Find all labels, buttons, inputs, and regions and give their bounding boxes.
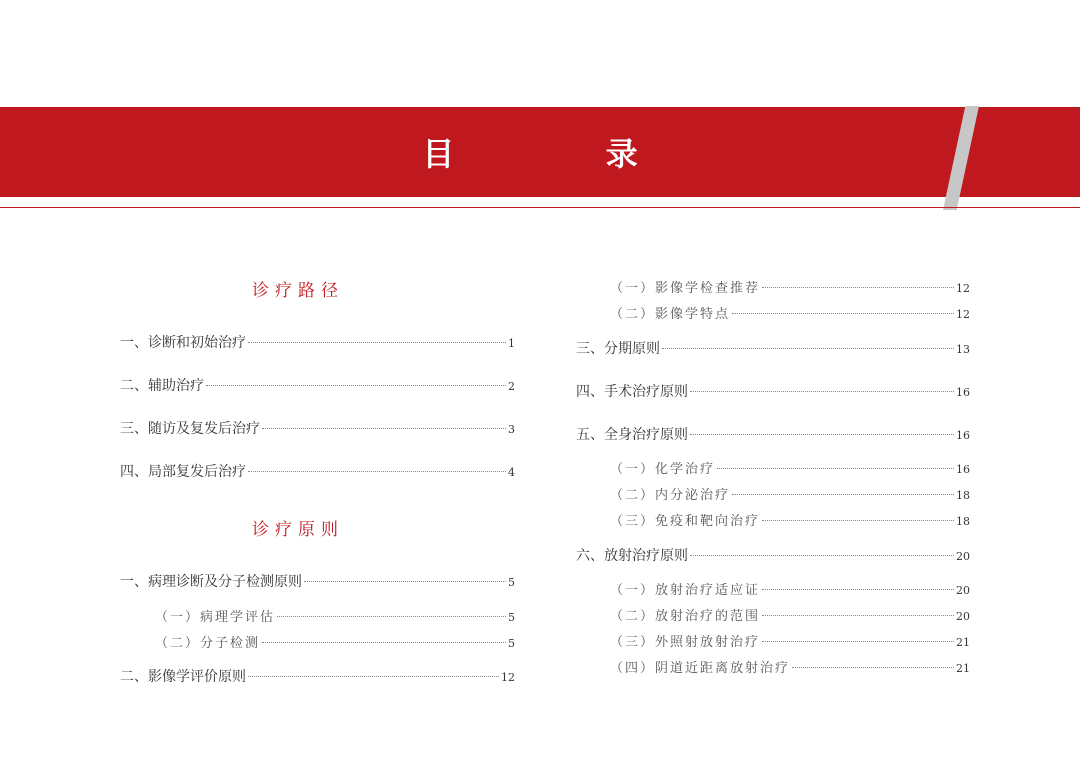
toc-entry-label: 四、局部复发后治疗: [120, 464, 246, 480]
dot-leader: [732, 493, 954, 495]
dot-leader: [762, 640, 954, 642]
toc-entry-label: 一、诊断和初始治疗: [120, 335, 246, 351]
dot-leader: [762, 286, 954, 288]
dot-leader: [690, 433, 954, 435]
toc-entry[interactable]: [120, 666, 515, 686]
toc-entry-label: 二、影像学评价原则: [120, 669, 246, 685]
toc-entry-page: 5: [508, 611, 515, 624]
toc-subentry[interactable]: [610, 579, 970, 598]
toc-entry-page: 4: [508, 466, 515, 479]
toc-entry-page: 16: [956, 386, 970, 399]
toc-entry-page: 2: [508, 380, 515, 393]
toc-entry-page: 12: [501, 671, 515, 684]
toc-entry-page: 21: [956, 636, 970, 649]
dot-leader: [762, 519, 954, 521]
dot-leader: [690, 554, 954, 556]
toc-entry[interactable]: [120, 571, 515, 591]
toc-entry-page: 13: [956, 343, 970, 356]
toc-entry[interactable]: [576, 545, 970, 565]
toc-entry-label: （一）化学治疗: [610, 462, 716, 477]
section-heading-pathway: 诊疗路径: [252, 281, 344, 301]
toc-entry[interactable]: [120, 375, 515, 395]
toc-entry-page: 18: [956, 489, 970, 502]
toc-entry-page: 5: [508, 637, 515, 650]
toc-subentry[interactable]: [610, 277, 970, 296]
toc-subentry[interactable]: [610, 510, 970, 529]
toc-entry-label: （三）免疫和靶向治疗: [610, 514, 761, 529]
toc-entry-page: 20: [956, 584, 970, 597]
dot-leader: [732, 312, 954, 314]
toc-entry-label: （一）影像学检查推荐: [610, 281, 761, 296]
toc-subentry[interactable]: [610, 631, 970, 650]
dot-leader: [248, 470, 506, 472]
toc-entry-label: （二）内分泌治疗: [610, 488, 731, 503]
banner-underline: [0, 207, 1080, 208]
toc-entry[interactable]: [120, 461, 515, 481]
dot-leader: [762, 614, 954, 616]
toc-entry-label: （四）阴道近距离放射治疗: [610, 661, 791, 676]
toc-subentry[interactable]: [610, 605, 970, 624]
toc-entry-page: 5: [508, 576, 515, 589]
toc-subentry[interactable]: [155, 606, 515, 625]
toc-entry-page: 3: [508, 423, 515, 436]
toc-entry-label: （三）外照射放射治疗: [610, 635, 761, 650]
toc-entry[interactable]: [576, 424, 970, 444]
dot-leader: [248, 675, 499, 677]
page-title: 目 录: [422, 135, 708, 173]
toc-subentry[interactable]: [610, 657, 970, 676]
toc-entry-page: 16: [956, 429, 970, 442]
toc-entry[interactable]: [120, 418, 515, 438]
dot-leader: [304, 580, 506, 582]
dot-leader: [792, 666, 954, 668]
toc-entry[interactable]: [576, 381, 970, 401]
toc-entry-page: 16: [956, 463, 970, 476]
toc-subentry[interactable]: [610, 458, 970, 477]
toc-entry-label: 三、随访及复发后治疗: [120, 421, 260, 437]
dot-leader: [662, 347, 954, 349]
dot-leader: [717, 467, 954, 469]
toc-entry[interactable]: [576, 338, 970, 358]
toc-entry-label: 四、手术治疗原则: [576, 384, 688, 400]
dot-leader: [262, 427, 506, 429]
toc-entry-label: 二、辅助治疗: [120, 378, 204, 394]
toc-entry-page: 20: [956, 550, 970, 563]
toc-entry-page: 12: [956, 308, 970, 321]
toc-entry-label: 五、全身治疗原则: [576, 427, 688, 443]
toc-entry-page: 21: [956, 662, 970, 675]
toc-entry-label: （二）分子检测: [155, 636, 261, 651]
dot-leader: [206, 384, 506, 386]
toc-entry[interactable]: [120, 332, 515, 352]
toc-entry-label: （二）放射治疗的范围: [610, 609, 761, 624]
toc-entry-page: 12: [956, 282, 970, 295]
toc-subentry[interactable]: [610, 484, 970, 503]
toc-entry-label: 三、分期原则: [576, 341, 660, 357]
toc-subentry[interactable]: [155, 632, 515, 651]
toc-entry-page: 1: [508, 337, 515, 350]
toc-entry-label: （二）影像学特点: [610, 307, 731, 322]
toc-entry-page: 18: [956, 515, 970, 528]
toc-entry-label: （一）病理学评估: [155, 610, 276, 625]
dot-leader: [690, 390, 954, 392]
dot-leader: [248, 341, 506, 343]
toc-entry-page: 20: [956, 610, 970, 623]
dot-leader: [277, 615, 506, 617]
toc-entry-label: 六、放射治疗原则: [576, 548, 688, 564]
dot-leader: [762, 588, 954, 590]
toc-entry-label: （一）放射治疗适应证: [610, 583, 761, 598]
dot-leader: [262, 641, 506, 643]
toc-entry-label: 一、病理诊断及分子检测原则: [120, 574, 302, 590]
section-heading-principles: 诊疗原则: [252, 520, 344, 540]
toc-subentry[interactable]: [610, 303, 970, 322]
